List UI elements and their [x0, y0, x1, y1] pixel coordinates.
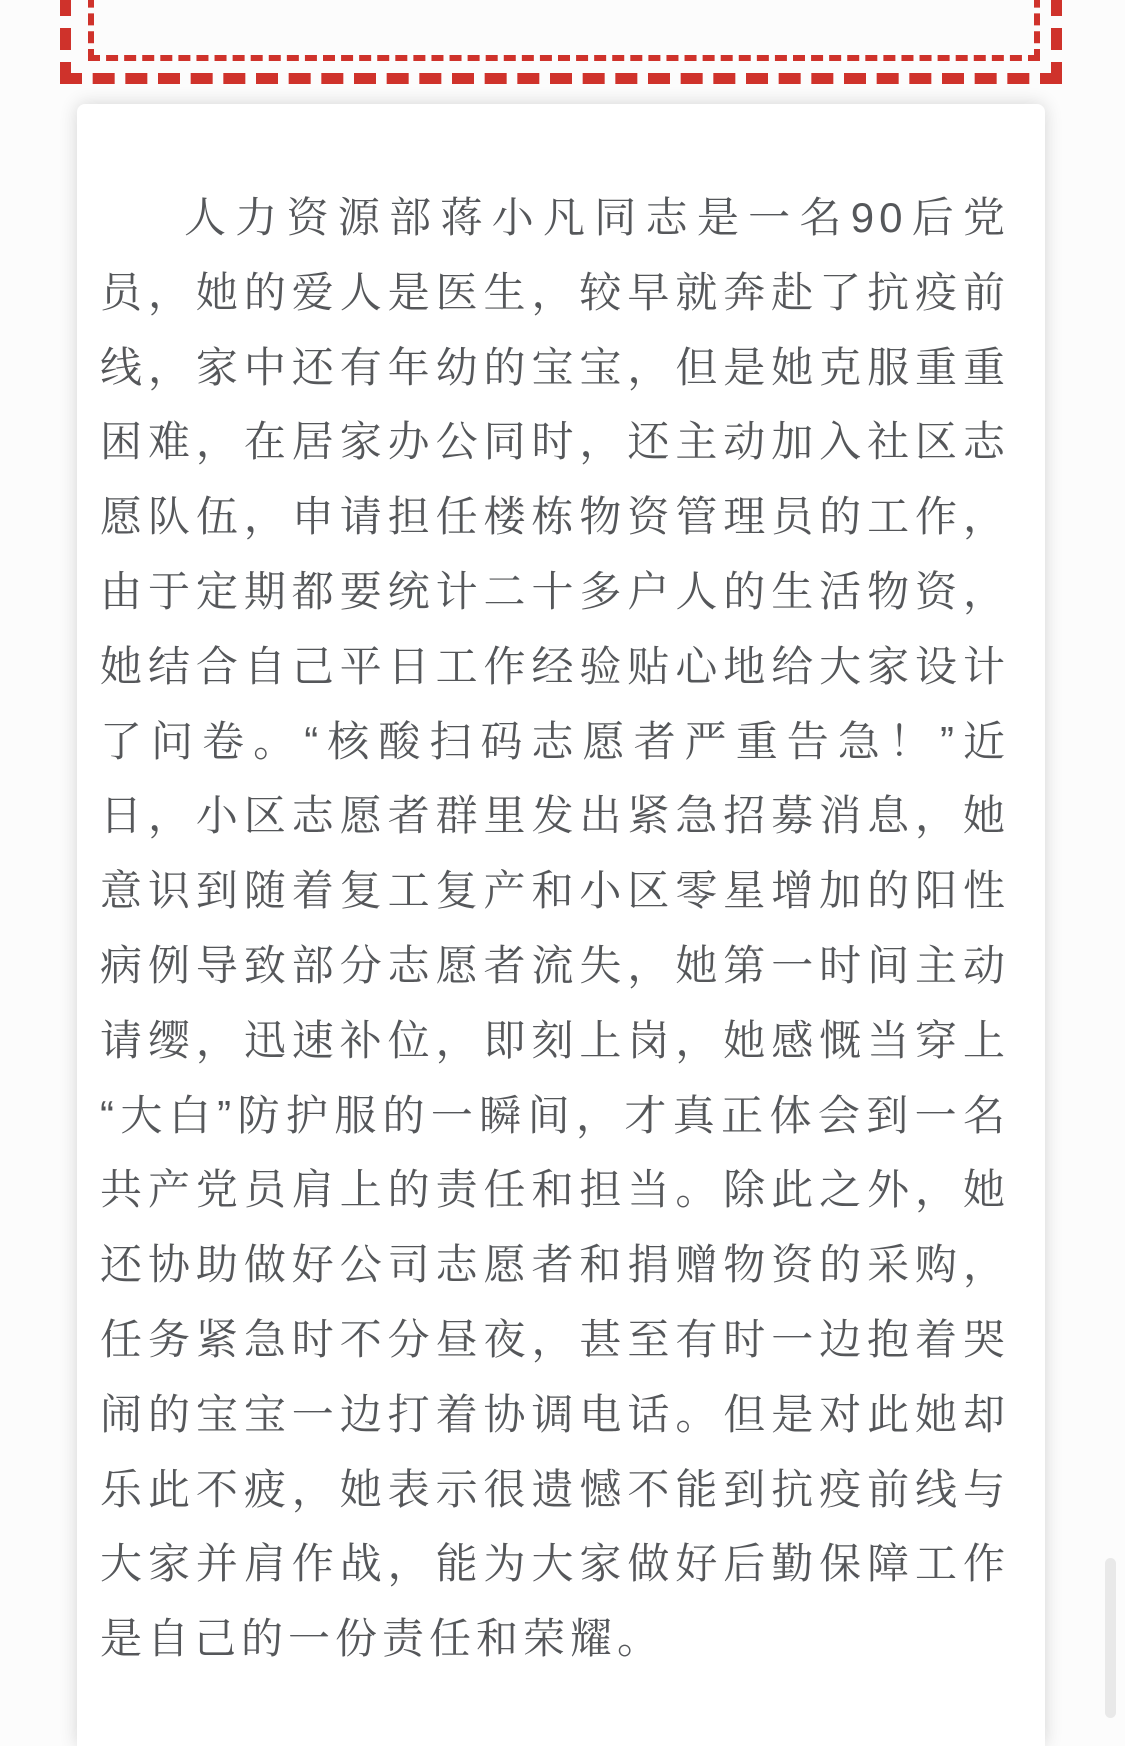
- text-line: 请缨，迅速补位，即刻上岗，她感慨当穿上: [100, 1016, 1010, 1064]
- text-line: 困难，在居家办公同时，还主动加入社区志: [100, 418, 1010, 466]
- text-line: 愿队伍，申请担任楼栋物资管理员的工作，: [100, 493, 1010, 541]
- text-line: 了问卷。“核酸扫码志愿者严重告急！”近: [100, 717, 1010, 765]
- decorative-dashed-border-inner: [88, 0, 1040, 61]
- text-line: 乐此不疲，她表示很遗憾不能到抗疫前线与: [100, 1465, 1010, 1513]
- text-line: 日，小区志愿者群里发出紧急招募消息，她: [100, 792, 1010, 840]
- text-line: 大家并肩作战，能为大家做好后勤保障工作: [100, 1540, 1010, 1588]
- article-card: [77, 104, 1045, 1746]
- decorative-dashed-border-outer: [60, 0, 1062, 84]
- text-line: 还协助做好公司志愿者和捐赠物资的采购，: [100, 1241, 1010, 1289]
- text-line: “大白”防护服的一瞬间，才真正体会到一名: [100, 1091, 1010, 1139]
- text-line: 病例导致部分志愿者流失，她第一时间主动: [100, 941, 1010, 989]
- text-line: 任务紧急时不分昼夜，甚至有时一边抱着哭: [100, 1315, 1010, 1363]
- text-line: 员，她的爱人是医生，较早就奔赴了抗疫前: [100, 268, 1010, 316]
- text-line: 是自己的一份责任和荣耀。: [100, 1615, 665, 1663]
- text-line: 由于定期都要统计二十多户人的生活物资，: [100, 567, 1010, 615]
- text-line: 意识到随着复工复产和小区零星增加的阳性: [100, 867, 1010, 915]
- text-line: 她结合自己平日工作经验贴心地给大家设计: [100, 642, 1010, 690]
- text-line: 线，家中还有年幼的宝宝，但是她克服重重: [100, 343, 1010, 391]
- article-paragraph: [77, 104, 1045, 1677]
- text-line: 人力资源部蒋小凡同志是一名90后党: [184, 194, 1010, 241]
- text-line: 共产党员肩上的责任和担当。除此之外，她: [100, 1166, 1010, 1214]
- scrollbar-thumb[interactable]: [1105, 1558, 1116, 1718]
- text-line: 闹的宝宝一边打着协调电话。但是对此她却: [100, 1390, 1010, 1438]
